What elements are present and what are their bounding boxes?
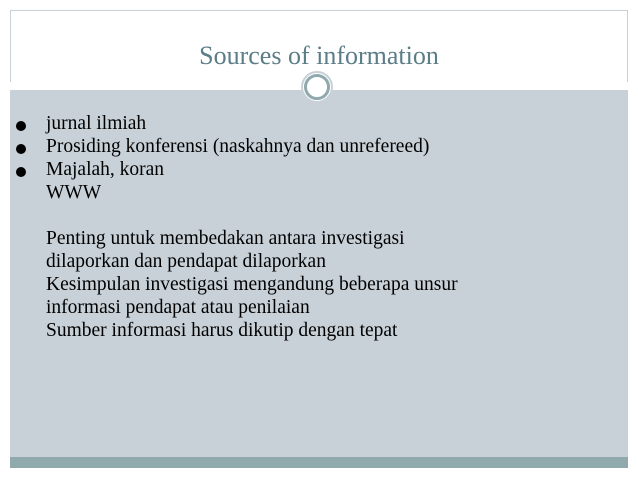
bullet-item [10,158,610,181]
circle-ring-icon [304,74,330,100]
bullet-dot-icon [16,167,26,177]
footer-bar [10,457,628,468]
blank-line [10,204,610,227]
text-line: WWW [46,182,102,203]
bullet-dot-icon [16,121,26,131]
bullet-text: Prosiding konferensi (naskahnya dan unrefereed) [46,136,430,157]
text-line: Penting untuk membedakan antara investigasi [46,228,405,249]
slide-title: Sources of information [199,41,439,70]
bullet-text: jurnal ilmiah [46,113,147,134]
bullet-dot-icon [16,144,26,154]
text-line: Sumber informasi harus dikutip dengan tepat [46,320,398,341]
text-line: Kesimpulan investigasi mengandung beberapa unsur [46,274,458,295]
bullet-item [10,135,610,158]
text-line: informasi pendapat atau penilaian [46,297,310,318]
text-line: dilaporkan dan pendapat dilaporkan [46,251,326,272]
bullet-text: Majalah, koran [46,159,165,180]
bullet-item [10,112,610,135]
slide-content [10,112,610,342]
